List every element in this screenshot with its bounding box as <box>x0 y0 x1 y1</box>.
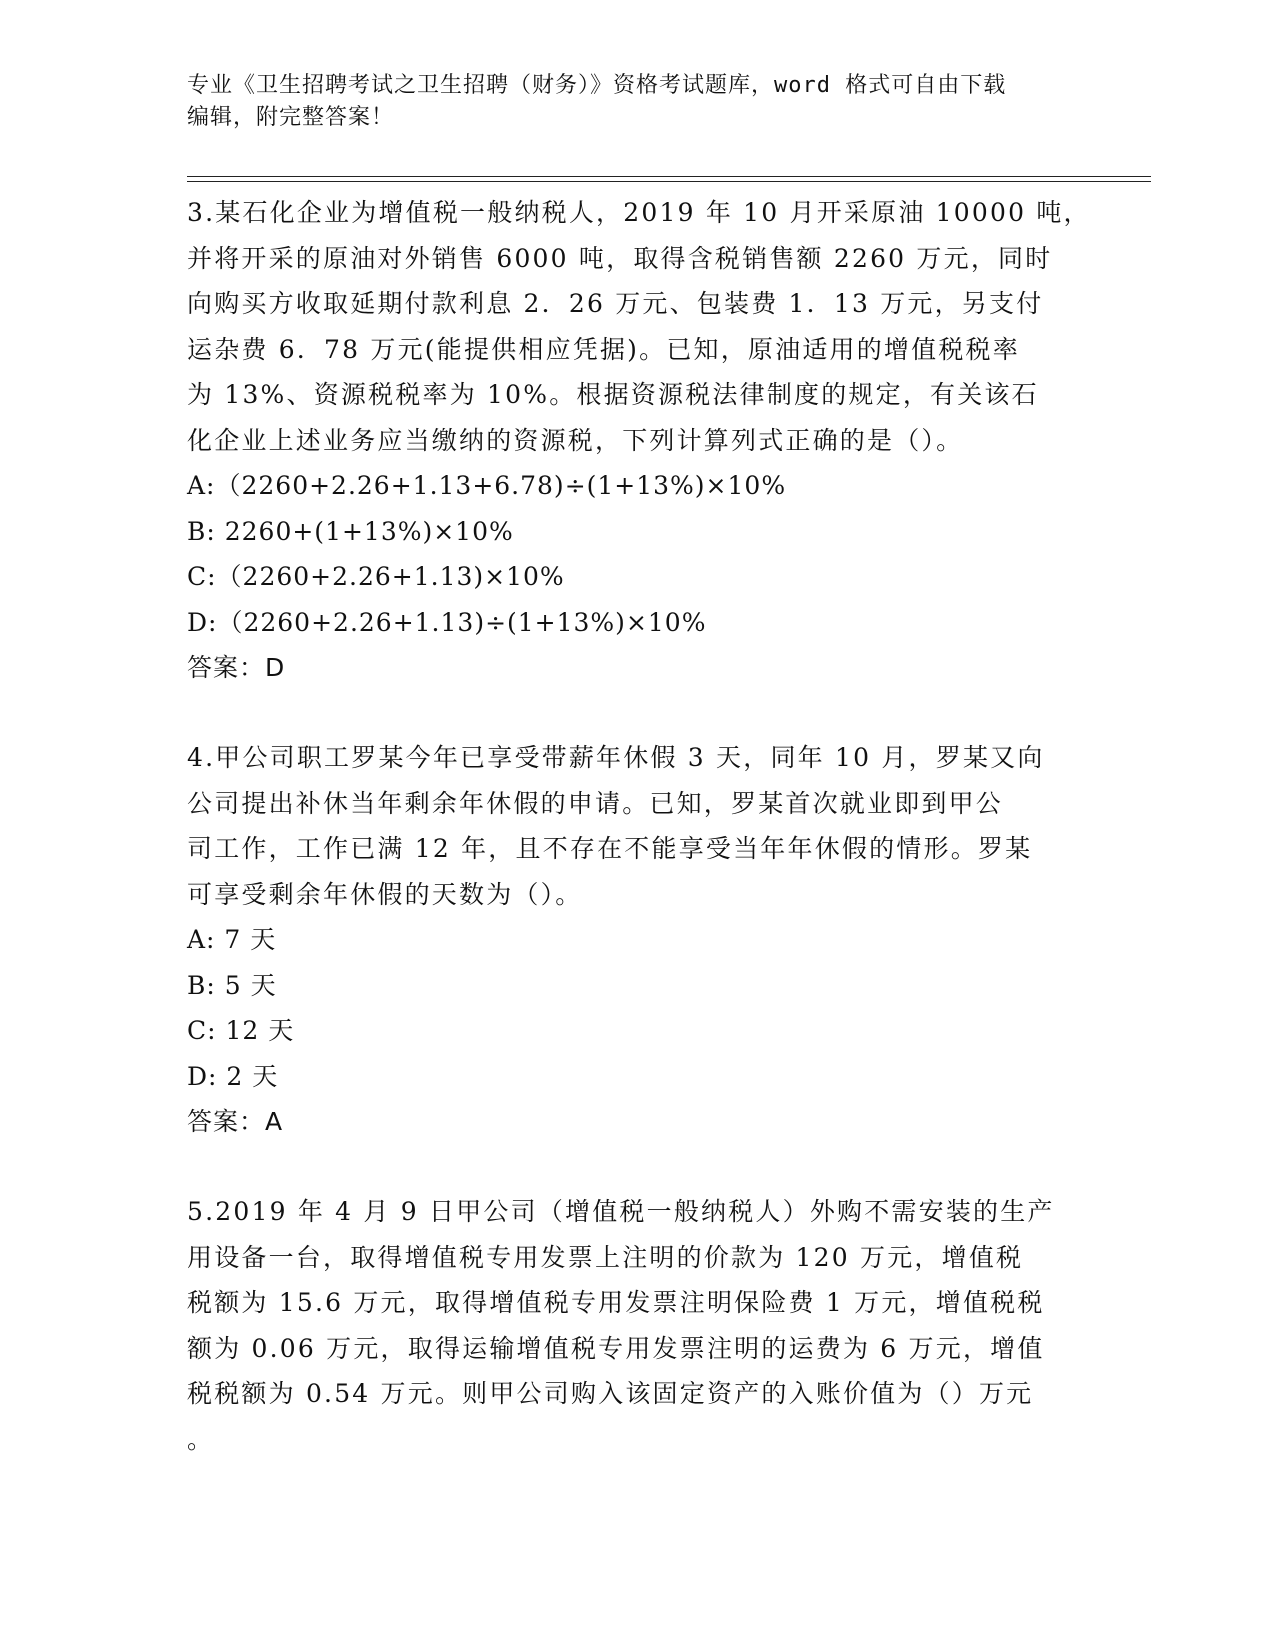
question-text-line: 为 13%、资源税税率为 10%。根据资源税法律制度的规定，有关该石 <box>187 380 1039 409</box>
question-text-line: 5.2019 年 4 月 9 日甲公司（增值税一般纳税人）外购不需安装的生产 <box>187 1197 1055 1226</box>
question-text-line: 4.甲公司职工罗某今年已享受带薪年休假 3 天，同年 10 月，罗某又向 <box>187 743 1045 772</box>
question-text-line: 司工作，工作已满 12 年，且不存在不能享受当年年休假的情形。罗某 <box>187 834 1033 863</box>
question-3 <box>187 190 1091 691</box>
question-text-line: 税额为 15.6 万元，取得增值税专用发票注明保险费 1 万元，增值税税 <box>187 1288 1045 1317</box>
answer-label: 答案：A <box>187 1107 284 1136</box>
header-line: 专业《卫生招聘考试之卫生招聘（财务）》资格考试题库，word 格式可自由下载 <box>187 73 1007 98</box>
question-5 <box>187 1189 1067 1462</box>
question-text-line: 。 <box>187 1424 215 1454</box>
header-divider-thin <box>187 181 1151 182</box>
question-4 <box>187 735 1067 1145</box>
question-spacer <box>187 1145 1067 1189</box>
question-text-line: 公司提出补休当年剩余年休假的申请。已知，罗某首次就业即到甲公 <box>187 788 1004 818</box>
option-c: C: 12 天 <box>187 1016 295 1045</box>
document-header <box>187 70 1067 134</box>
question-text-line: 向购买方收取延期付款利息 2．26 万元、包装费 1．13 万元，另支付 <box>187 289 1044 318</box>
question-text-line: 并将开采的原油对外销售 6000 吨，取得含税销售额 2260 万元，同时 <box>187 243 1053 273</box>
option-a: A: 7 天 <box>187 925 277 954</box>
header-line: 编辑，附完整答案！ <box>187 105 395 130</box>
option-c: C:（2260+2.26+1.13)×10% <box>187 562 565 591</box>
question-text-line: 税税额为 0.54 万元。则甲公司购入该固定资产的入账价值为（）万元 <box>187 1379 1034 1408</box>
question-text-line: 用设备一台，取得增值税专用发票上注明的价款为 120 万元，增值税 <box>187 1242 1024 1272</box>
answer-label: 答案：D <box>187 653 286 682</box>
question-list <box>187 190 1091 1462</box>
option-a: A:（2260+2.26+1.13+6.78)÷(1+13%)×10% <box>187 471 787 500</box>
option-d: D:（2260+2.26+1.13)÷(1+13%)×10% <box>187 607 707 637</box>
header-divider-thick <box>187 176 1151 177</box>
option-d: D: 2 天 <box>187 1061 279 1091</box>
question-text-line: 化企业上述业务应当缴纳的资源税，下列计算列式正确的是（）。 <box>187 425 964 455</box>
question-spacer <box>187 691 1067 735</box>
question-text-line: 运杂费 6．78 万元(能提供相应凭据)。已知，原油适用的增值税税率 <box>187 334 1020 364</box>
option-b: B: 5 天 <box>187 970 277 1000</box>
question-text-line: 3.某石化企业为增值税一般纳税人，2019 年 10 月开采原油 10000 吨， <box>187 198 1091 227</box>
question-text-line: 可享受剩余年休假的天数为（）。 <box>187 879 583 909</box>
option-b: B: 2260+(1+13%)×10% <box>187 516 514 546</box>
question-text-line: 额为 0.06 万元，取得运输增值税专用发票注明的运费为 6 万元，增值 <box>187 1333 1045 1363</box>
